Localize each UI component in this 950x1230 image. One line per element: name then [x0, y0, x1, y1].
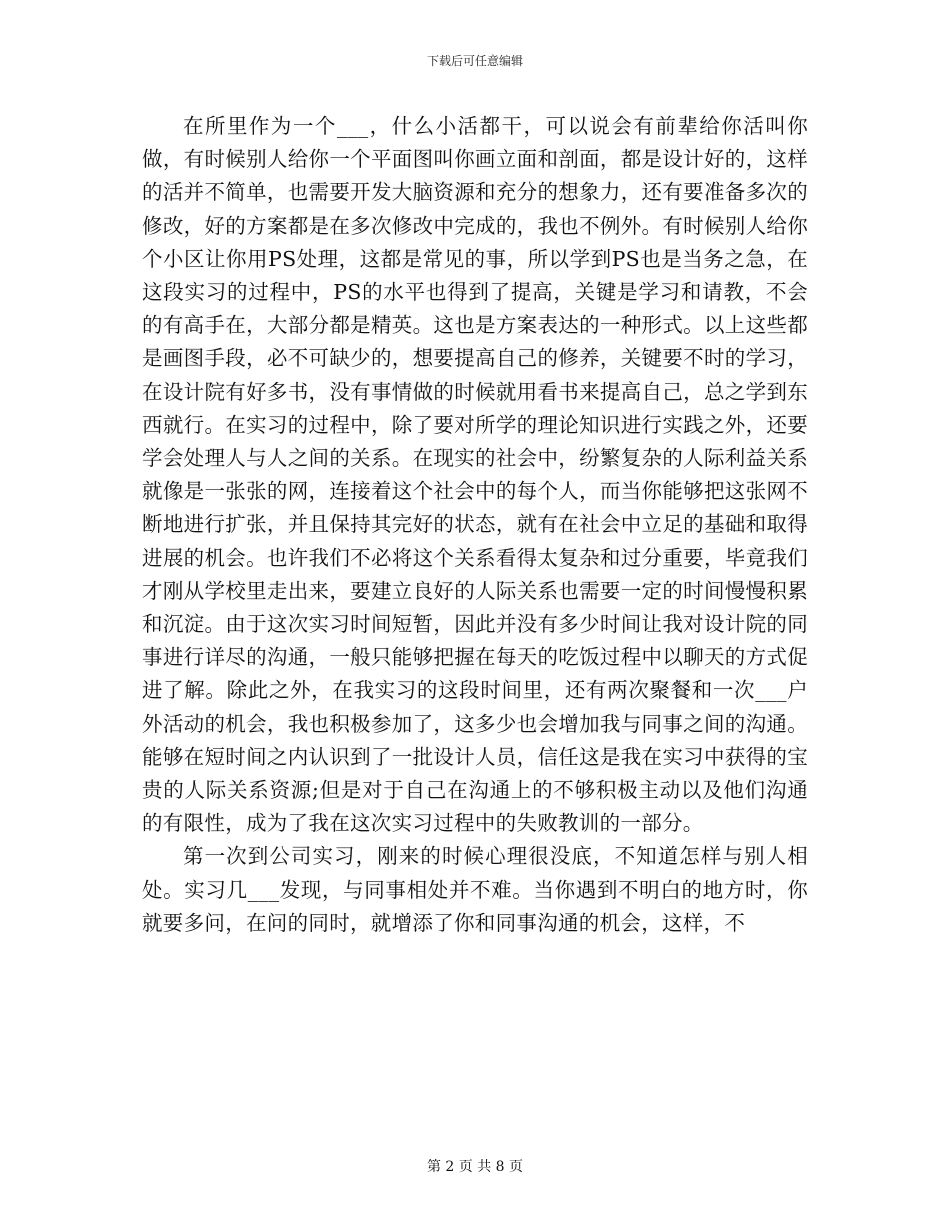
page-header-note: 下载后可任意编辑 — [426, 54, 523, 68]
page-number-footer: 第 2 页 共 8 页 — [426, 1159, 524, 1175]
body-paragraph-1: 在所里作为一个___，什么小活都干，可以说会有前辈给你活叫你做，有时候别人给你一个平面图叫你画立面和剖面，都是设计好的，这样的活并不简单，也需要开发大脑资源和充分的想象力，还有要准备多次的修改，好的方案都是在多次修改中完成的，我也不例外。有时候别人给你个小区让你用PS处理，这都是常见的事，所以学到PS也是当务之急，在这段实习的过程中，PS的水平也得到了提高，关键是学习和请教，不会的有高手在，大部分都是精英。这也是方案表达的一种形式。以上这些都是画图手段，必不可缺少的，想要提高自己的修养，关键要不时的学习，在设计院有好多书，没有事情做的时候就用看书来提高自己，总之学到东西就行。在实习的过程中，除了要对所学的理论知识进行实践之外，还要学会处理人与人之间的关系。在现实的社会中，纷繁复杂的人际利益关系就像是一张张的网，连接着这个社会中的每个人，而当你能够把这张网不断地进行扩张，并且保持其完好的状态，就有在社会中立足的基础和取得进展的机会。也许我们不必将这个关系看得太复杂和过分重要，毕竟我们才刚从学校里走出来，要建立良好的人际关系也需要一定的时间慢慢积累和沉淀。由于这次实习时间短暂，因此并没有多少时间让我对设计院的同事进行详尽的沟通，一般只能够把握在每天的吃饭过程中以聊天的方式促进了解。除此之外，在我实习的这段时间里，还有两次聚餐和一次___户外活动的机会，我也积极参加了，这多少也会增加我与同事之间的沟通。能够在短时间之内认识到了一批设计人员，信任这是我在实习中获得的宝贵的人际关系资源;但是对于自己在沟通上的不够积极主动以及他们沟通的有限性，成为了我在这次实习过程中的失败教训的一部分。 — [142, 114, 808, 836]
document-body — [142, 110, 808, 940]
body-paragraph-2: 第一次到公司实习，刚来的时候心理很没底，不知道怎样与别人相处。实习几___发现，与同事相处并不难。当你遇到不明白的地方时，你就要多问，在问的同时，就增添了你和同事沟通的机会，这样，不 — [142, 844, 808, 935]
